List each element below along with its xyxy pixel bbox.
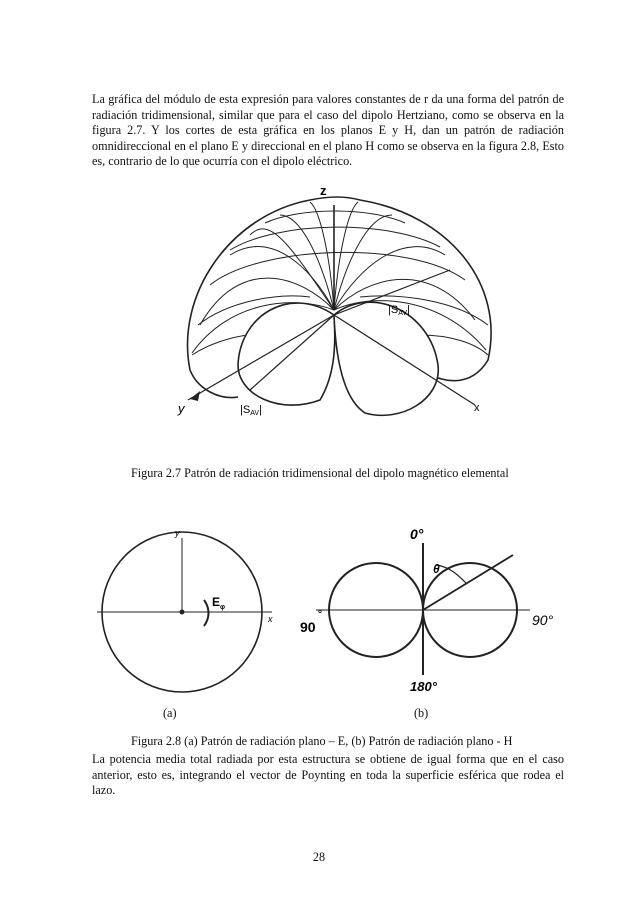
subfigure-a-label: (a) xyxy=(163,706,177,720)
label-90-left-degree: ° xyxy=(318,609,322,620)
s-av-upper-label: |SAV| xyxy=(388,304,410,317)
label-90-right: 90° xyxy=(532,612,554,628)
figure-2-8-caption: Figura 2.8 (a) Patrón de radiación plano – E, (b) Patrón de radiación plano - H xyxy=(131,734,513,748)
z-axis-label: z xyxy=(320,183,327,198)
e-phi-label: $E_\varphi$ xyxy=(212,595,226,611)
page-number: 28 xyxy=(312,850,326,864)
figure-2-7-caption: Figura 2.7 Patrón de radiación tridimensional del dipolo magnético elemental xyxy=(131,466,509,480)
x-axis-label: x xyxy=(474,402,480,414)
figure-2-8b-h-plane xyxy=(298,525,566,695)
e-phi-arc xyxy=(204,600,209,626)
s-av-lower-label: |SAV| xyxy=(240,404,262,417)
cut-lobe-left xyxy=(238,303,335,405)
paragraph-power: La potencia media total radiada por esta estructura se obtiene de igual forma que en el caso anterior, esto es, integrando el vector de Poynting en toda la superficie esférica que rodea el lazo. xyxy=(92,752,564,798)
label-0deg: 0° xyxy=(410,526,424,542)
theta-label: θ xyxy=(433,562,440,576)
subfigure-b-label: (b) xyxy=(414,706,429,720)
cut-lobe-right xyxy=(334,302,438,415)
label-90-left: 90 xyxy=(300,619,316,635)
figure-2-7-torus-pattern xyxy=(170,175,520,445)
paragraph-intro: La gráfica del módulo de esta expresión para valores constantes de r da una forma del patrón de radiación tridimensional, similar que para el caso del dipolo Hertziano, como se observa en la figura 2.7. Y los cortes de esta gráfica en los planos E y H, dan un patrón de radiación omnidireccional en el plano E y direccional en el plano H como se observa en la figura 2.8, Esto es, contrario de lo que ocurría con el dipolo eléctrico. xyxy=(92,92,564,169)
x-label-a: x xyxy=(268,614,273,624)
figure-2-8a-e-plane xyxy=(92,520,292,700)
label-180deg: 180° xyxy=(410,679,437,694)
y-axis-label: y xyxy=(178,401,185,416)
y-label-a: y xyxy=(175,528,180,538)
